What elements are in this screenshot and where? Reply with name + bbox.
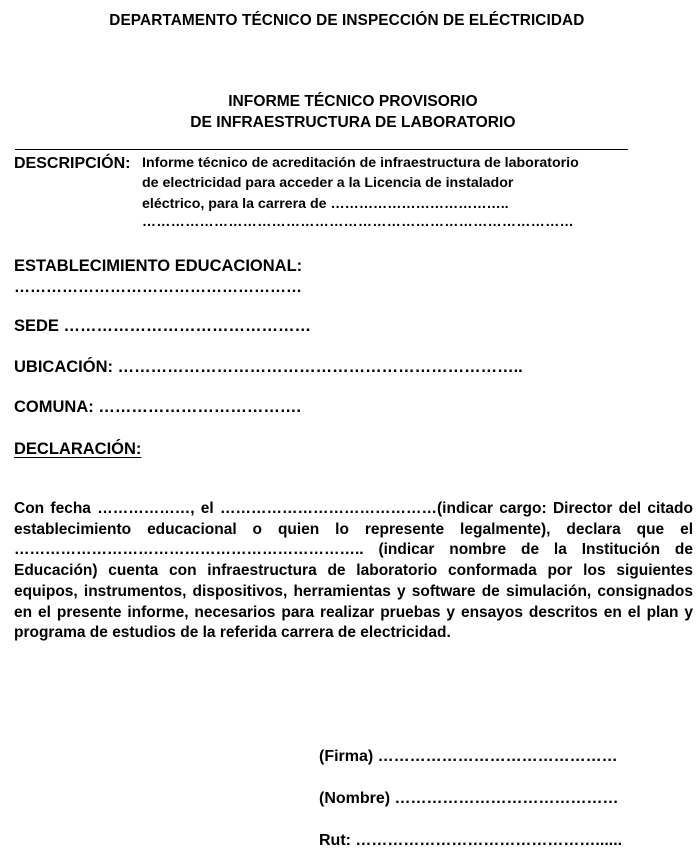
report-title-line-1: INFORME TÉCNICO PROVISORIO <box>228 93 478 110</box>
description-line-3: eléctrico, para la carrera de ……………………………….. <box>142 196 509 212</box>
description-label: DESCRIPCIÓN: <box>14 155 131 172</box>
signature-firma-line: (Firma) ……………………………………… <box>319 748 618 765</box>
declaration-paragraph <box>14 499 693 644</box>
sede-field: SEDE ……………………………………… <box>14 317 312 335</box>
report-title-line-2: DE INFRAESTRUCTURA DE LABORATORIO <box>190 114 516 131</box>
establecimiento-blank: ……………………………………………… <box>14 279 302 296</box>
signature-rut-line: Rut: ………………………………………...... <box>319 832 623 849</box>
department-header: DEPARTAMENTO TÉCNICO DE INSPECCIÓN DE ELÉCTRICIDAD <box>109 12 585 29</box>
declaration-label: DECLARACIÓN: <box>14 440 142 458</box>
description-line-2: de electricidad para acceder a la Licencia de instalador <box>142 175 514 191</box>
signature-nombre-line: (Nombre) …………………………………… <box>319 790 619 807</box>
comuna-field: COMUNA: ………………………………. <box>14 398 301 416</box>
description-line-4: ……………………………………………………………………………… <box>142 213 574 229</box>
declaration-text: Con fecha ………………, el ……………………………………(indicar cargo: Director del citado establecimiento educacional o quien lo represente legalmente), declara que el ………………………………………………………….. (indicar nombre de la Institución de Educación) cuenta con infraestructura de laboratorio conformada por los siguientes equipos, instrumentos, dispositivos, herramientas y software de simulación, consignados en el presente informe, necesarios para realizar pruebas y ensayos descritos en el plan y programa de estudios de la referida carrera de electricidad. <box>14 500 693 642</box>
title-divider <box>15 149 628 150</box>
ubicacion-field: UBICACIÓN: ……………………………………………………………….. <box>14 358 523 376</box>
establecimiento-label: ESTABLECIMIENTO EDUCACIONAL: <box>14 257 303 275</box>
description-line-1: Informe técnico de acreditación de infraestructura de laboratorio <box>142 155 579 171</box>
